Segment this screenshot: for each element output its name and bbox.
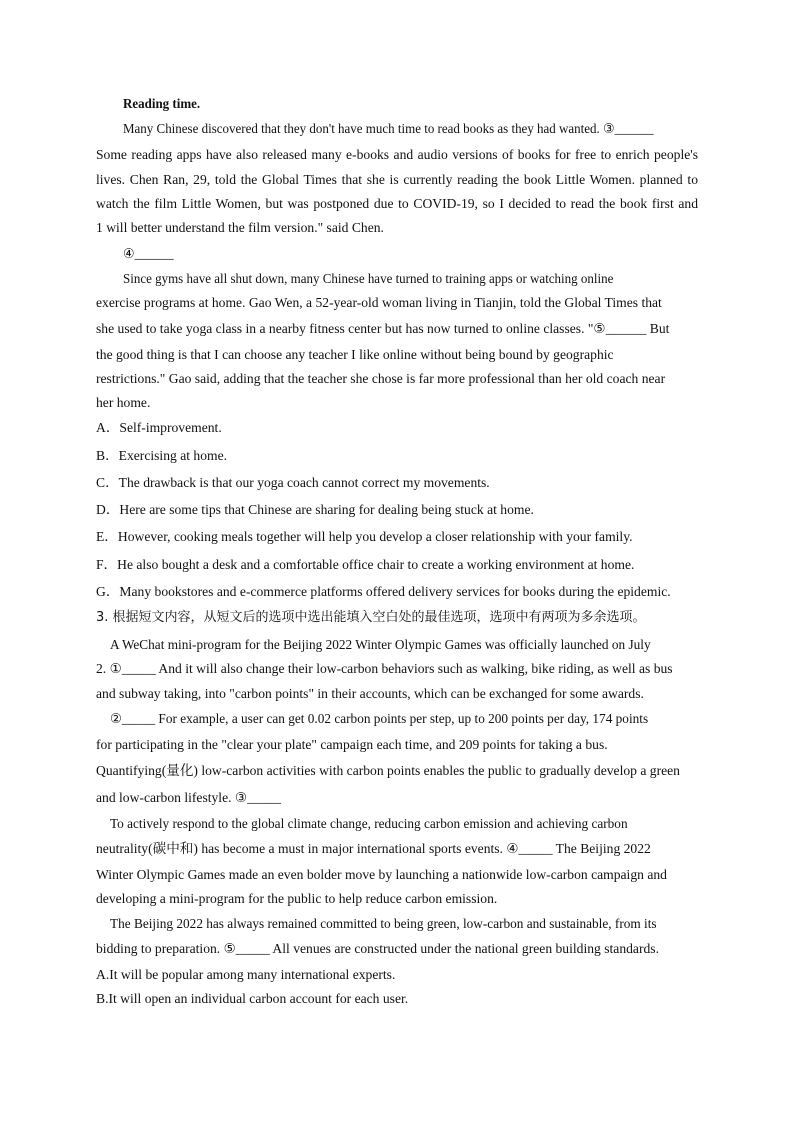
option-e: E．However, cooking meals together will help you develop a closer relationship with your family.: [96, 529, 633, 544]
option-a: A．Self-improvement.: [96, 420, 222, 435]
option-b: B.It will open an individual carbon account for each user.: [96, 991, 409, 1006]
passage-line: Some reading apps have also released many e-books and audio versions of books for free to enrich people's: [96, 147, 698, 162]
option-a: A.It will be popular among many international experts.: [96, 967, 396, 982]
option-b: B．Exercising at home.: [96, 448, 227, 463]
passage-line: and low-carbon lifestyle. ③_____: [96, 790, 282, 805]
passage-line: To actively respond to the global climate change, reducing carbon emission and achieving carbon: [110, 816, 628, 831]
passage-line: developing a mini-program for the public to help reduce carbon emission.: [96, 891, 498, 906]
passage-line: ②_____ For example, a user can get 0.02 carbon points per step, up to 200 points per day, 174 points: [110, 711, 649, 726]
passage-line: Winter Olympic Games made an even bolder move by launching a nationwide low-carbon campaign and: [96, 867, 667, 882]
option-g: G．Many bookstores and e-commerce platforms offered delivery services for books during the epidemic.: [96, 584, 671, 599]
passage-line: the good thing is that I can choose any teacher I like online without being bound by geographic: [96, 347, 614, 362]
passage-line: lives. Chen Ran, 29, told the Global Times that she is currently reading the book Little Women. planned to: [96, 172, 698, 187]
passage-line: for participating in the "clear your plate" campaign each time, and 209 points for taking a bus.: [96, 737, 608, 752]
passage-line: restrictions." Gao said, adding that the teacher she chose is far more professional than her old coach near: [96, 371, 666, 386]
passage-line: 2. ①_____ And it will also change their low-carbon behaviors such as walking, bike riding, as well as bus: [96, 661, 673, 676]
passage-line: exercise programs at home. Gao Wen, a 52-year-old woman living in Tianjin, told the Global Times that: [96, 295, 662, 310]
section-title: Reading time.: [123, 96, 201, 111]
passage-line: Quantifying(量化) low-carbon activities with carbon points enables the public to gradually develop a green: [96, 763, 680, 778]
passage-line: and subway taking, into "carbon points" in their accounts, which can be exchanged for some awards.: [96, 686, 644, 701]
passage-line: Many Chinese discovered that they don't have much time to read books as they had wanted. ③______: [123, 121, 654, 136]
passage-line: 1 will better understand the film version." said Chen.: [96, 220, 384, 235]
option-d: D．Here are some tips that Chinese are sharing for dealing being stuck at home.: [96, 502, 534, 517]
passage-line: neutrality(碳中和) has become a must in major international sports events. ④_____ The Beijing 2022: [96, 841, 651, 856]
passage-line: The Beijing 2022 has always remained committed to being green, low-carbon and sustainable, from its: [110, 916, 657, 931]
passage-line: she used to take yoga class in a nearby fitness center but has now turned to online classes. "⑤______ But: [96, 321, 670, 336]
option-c: C．The drawback is that our yoga coach cannot correct my movements.: [96, 475, 490, 490]
passage-line: bidding to preparation. ⑤_____ All venues are constructed under the national green building standards.: [96, 941, 659, 956]
passage-line: watch the film Little Women, but was postponed due to COVID-19, so I decided to read the book first and: [96, 196, 698, 211]
passage-line: A WeChat mini-program for the Beijing 2022 Winter Olympic Games was officially launched on July: [110, 637, 651, 652]
blank-4-heading: ④______: [123, 246, 174, 261]
question-3-instruction: 3. 根据短文内容，从短文后的选项中选出能填入空白处的最佳选项，选项中有两项为多余选项。: [96, 610, 646, 625]
passage-line: Since gyms have all shut down, many Chinese have turned to training apps or watching online: [123, 271, 614, 286]
option-f: F．He also bought a desk and a comfortable office chair to create a working environment at home.: [96, 557, 635, 572]
passage-line: her home.: [96, 395, 151, 410]
